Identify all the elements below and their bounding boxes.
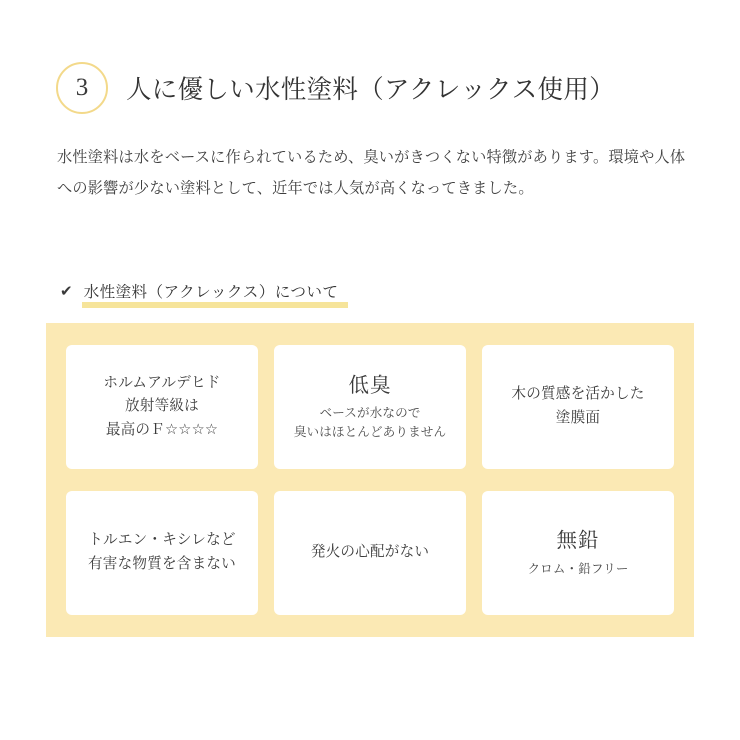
feature-card-sub: ベースが水なので 臭いはほとんどありません [293, 406, 447, 440]
feature-panel [46, 323, 694, 637]
feature-card [66, 345, 258, 469]
feature-card-main: 低臭 [348, 373, 392, 397]
feature-card [274, 491, 466, 615]
feature-card [482, 491, 674, 615]
check-icon: ✔ [60, 283, 73, 300]
section-number-badge: 3 [56, 62, 108, 114]
feature-card-main: 木の質感を活かした 塗膜面 [511, 386, 645, 426]
feature-card-main: ホルムアルデヒド 放射等級は 最高のＦ☆☆☆☆ [103, 374, 221, 438]
feature-card [66, 491, 258, 615]
feature-card-main: 発火の心配がない [310, 544, 430, 561]
lead-paragraph: 水性塗料は水をベースに作られているため、臭いがきつくない特徴があります。環境や人体への影響が少ない塗料として、近年では人気が高くなってきました。 [57, 149, 686, 198]
subheading-label: 水性塗料（アクレックス）について [84, 280, 339, 305]
feature-card-main: 無鉛 [556, 529, 600, 553]
feature-card-sub: クロム・鉛フリー [527, 561, 629, 576]
page-title: 人に優しい水性塗料（アクレックス使用） [126, 76, 615, 104]
feature-card [482, 345, 674, 469]
feature-card [274, 345, 466, 469]
section-header [56, 62, 615, 114]
subheading [60, 280, 338, 305]
feature-card-main: トルエン・キシレなど 有害な物質を含まない [88, 532, 236, 572]
